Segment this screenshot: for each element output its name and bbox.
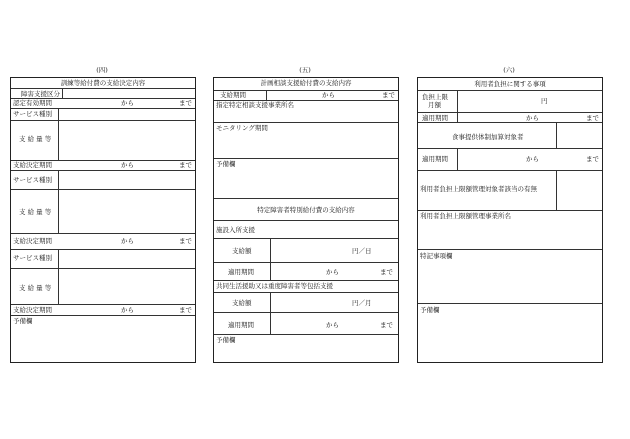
limit-label: 負担上限 bbox=[422, 93, 448, 101]
from-label: から bbox=[526, 114, 539, 122]
service-type-label: サービス種別 bbox=[13, 176, 52, 184]
group-home-label: 共同生活援助又は重度障害者等包括支援 bbox=[216, 282, 333, 290]
decision-period-label: 支給決定期間 bbox=[13, 161, 52, 169]
provider-label: 指定特定相談支援事業所名 bbox=[216, 101, 294, 109]
yen-label: 円 bbox=[541, 97, 548, 105]
from-label: から bbox=[322, 91, 335, 99]
remarks-label: 予備欄 bbox=[216, 160, 236, 168]
limit-label-2: 月額 bbox=[428, 101, 441, 109]
until-label: まで bbox=[179, 306, 192, 314]
amount-label: 支 給 量 等 bbox=[19, 208, 52, 216]
remarks-label: 予備欄 bbox=[216, 336, 236, 344]
from-label: から bbox=[326, 268, 339, 276]
table-title: 利用者負担に関する事項 bbox=[474, 80, 546, 88]
meal-label: 食事提供体制加算対象者 bbox=[452, 133, 524, 141]
apply-period-label: 適用期間 bbox=[422, 114, 448, 122]
user-burden-table bbox=[417, 77, 603, 363]
per-day-label: 円／日 bbox=[352, 247, 372, 255]
until-label: まで bbox=[586, 155, 599, 163]
remarks-label: 予備欄 bbox=[420, 306, 440, 314]
consultation-benefit-table bbox=[213, 77, 399, 363]
special-notes-label: 特記事項欄 bbox=[420, 252, 453, 260]
from-label: から bbox=[121, 99, 134, 107]
until-label: まで bbox=[179, 237, 192, 245]
section-number-4: (四) bbox=[96, 66, 108, 74]
until-label: まで bbox=[586, 114, 599, 122]
disability-class-label: 障害支援区分 bbox=[21, 90, 60, 98]
section-number-6: (六) bbox=[503, 66, 515, 74]
pay-period-label: 支給期間 bbox=[220, 91, 246, 99]
from-label: から bbox=[121, 237, 134, 245]
service-type-label: サービス種別 bbox=[13, 110, 52, 118]
from-label: から bbox=[526, 155, 539, 163]
per-month-label: 円／月 bbox=[352, 299, 372, 307]
until-label: まで bbox=[380, 321, 393, 329]
from-label: から bbox=[121, 306, 134, 314]
facility-label: 施設入所支援 bbox=[216, 226, 255, 234]
apply-period-label: 適用期間 bbox=[228, 268, 254, 276]
until-label: まで bbox=[382, 91, 395, 99]
decision-period-label: 支給決定期間 bbox=[13, 306, 52, 314]
mgmt-target-label: 利用者負担上限額管理対象者該当の有無 bbox=[420, 185, 537, 193]
monitoring-label: モニタリング期間 bbox=[216, 124, 268, 132]
service-type-label: サービス種別 bbox=[13, 254, 52, 262]
amount-label: 支 給 量 等 bbox=[19, 135, 52, 143]
pay-amount-label: 支給額 bbox=[232, 247, 252, 255]
table-title: 計画相談支援給付費の支給内容 bbox=[260, 79, 352, 87]
decision-period-label: 支給決定期間 bbox=[13, 237, 52, 245]
apply-period-label: 適用期間 bbox=[228, 321, 254, 329]
until-label: まで bbox=[179, 161, 192, 169]
special-benefit-title: 特定障害者特別給付費の支給内容 bbox=[257, 206, 355, 214]
mgmt-office-label: 利用者負担上限額管理事業所名 bbox=[420, 212, 511, 220]
pay-amount-label: 支給額 bbox=[232, 299, 252, 307]
from-label: から bbox=[326, 321, 339, 329]
until-label: まで bbox=[380, 268, 393, 276]
cert-period-label: 認定有効期間 bbox=[13, 99, 52, 107]
until-label: まで bbox=[179, 99, 192, 107]
apply-period-label: 適用期間 bbox=[422, 155, 448, 163]
amount-label: 支 給 量 等 bbox=[19, 284, 52, 292]
from-label: から bbox=[121, 161, 134, 169]
benefit-decision-table bbox=[10, 77, 196, 363]
table-title: 訓練等給付費の支給決定内容 bbox=[60, 79, 146, 87]
remarks-label: 予備欄 bbox=[13, 317, 33, 325]
section-number-5: (五) bbox=[299, 66, 311, 74]
